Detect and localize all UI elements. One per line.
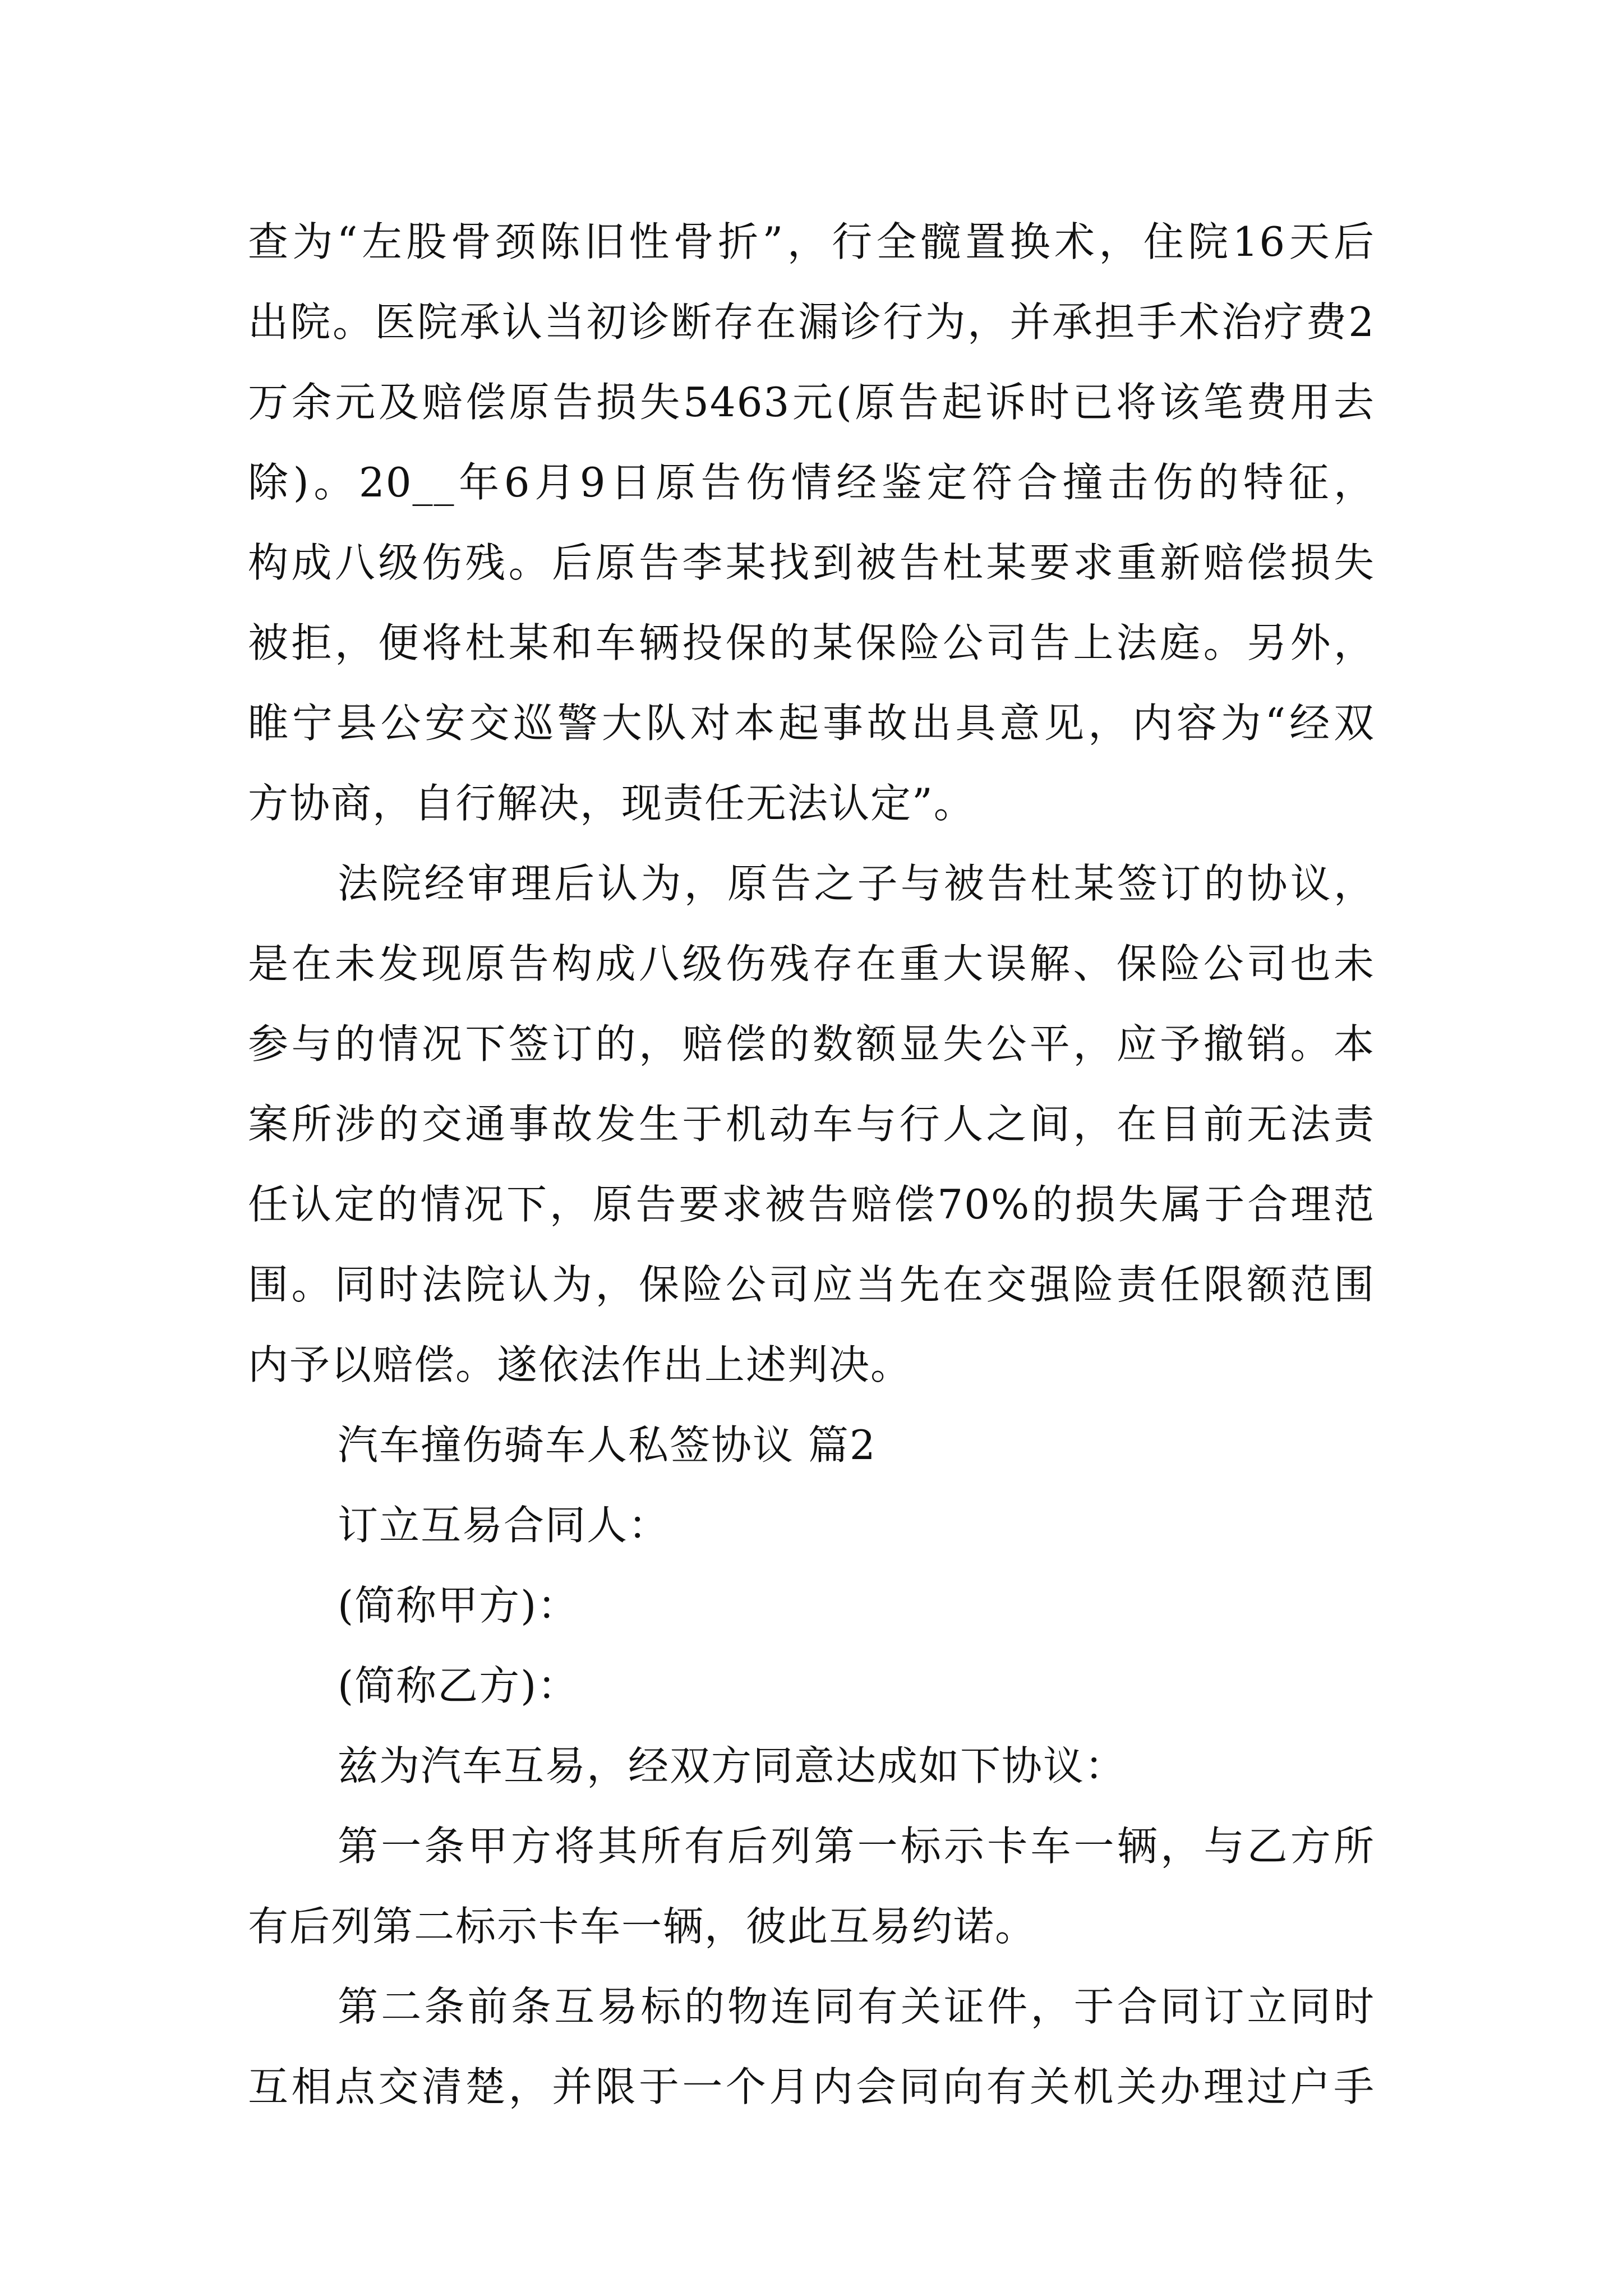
- text-line: 案所涉的交通事故发生于机动车与行人之间，在目前无法责: [248, 1101, 1375, 1148]
- paragraph-court-ruling: [248, 844, 1375, 1405]
- text-line: 万余元及赔偿原告损失5463元(原告起诉时已将该笔费用去: [248, 379, 1375, 426]
- contract-intro: 兹为汽车互易，经双方同意达成如下协议：: [338, 1742, 1127, 1789]
- text-line: 构成八级伤残。后原告李某找到被告杜某要求重新赔偿损失: [248, 539, 1375, 586]
- text-line: 互相点交清楚，并限于一个月内会同向有关机关办理过户手: [248, 2063, 1375, 2110]
- article-2: [248, 1967, 1375, 2127]
- text-line: 第一条甲方将其所有后列第一标示卡车一辆，与乙方所: [338, 1823, 1375, 1870]
- text-line: 围。同时法院认为，保险公司应当先在交强险责任限额范围: [248, 1261, 1375, 1308]
- party-a-label: (简称甲方)：: [338, 1582, 579, 1629]
- text-line: 睢宁县公安交巡警大队对本起事故出具意见，内容为“经双: [248, 700, 1375, 747]
- paragraph-case-facts: [248, 202, 1375, 844]
- text-line: 是在未发现原告构成八级伤残存在重大误解、保险公司也未: [248, 940, 1375, 987]
- text-line: 任认定的情况下，原告要求被告赔偿70%的损失属于合理范: [248, 1181, 1375, 1228]
- text-line: 参与的情况下签订的，赔偿的数额显失公平，应予撤销。本: [248, 1020, 1375, 1068]
- text-line: 内予以赔偿。遂依法作出上述判决。: [248, 1341, 912, 1388]
- text-line: 被拒，便将杜某和车辆投保的某保险公司告上法庭。另外，: [248, 619, 1375, 666]
- party-b-label: (简称乙方)：: [338, 1662, 579, 1709]
- text-line: 有后列第二标示卡车一辆，彼此互易约诺。: [248, 1903, 1037, 1950]
- article-1: [248, 1806, 1375, 1967]
- contract-header: 订立互易合同人：: [338, 1502, 670, 1549]
- document-body: [248, 202, 1375, 2127]
- text-line: 除)。20__年6月9日原告伤情经鉴定符合撞击伤的特征，: [248, 459, 1375, 506]
- text-line: 查为“左股骨颈陈旧性骨折”，行全髋置换术，住院16天后: [248, 218, 1375, 265]
- text-line: 出院。医院承认当初诊断存在漏诊行为，并承担手术治疗费2: [248, 298, 1375, 346]
- section-title: 汽车撞伤骑车人私签协议 篇2: [338, 1421, 877, 1469]
- text-line: 第二条前条互易标的物连同有关证件，于合同订立同时: [338, 1983, 1375, 2030]
- text-line: 方协商，自行解决，现责任无法认定”。: [248, 780, 975, 827]
- text-line: 法院经审理后认为，原告之子与被告杜某签订的协议，: [338, 860, 1375, 907]
